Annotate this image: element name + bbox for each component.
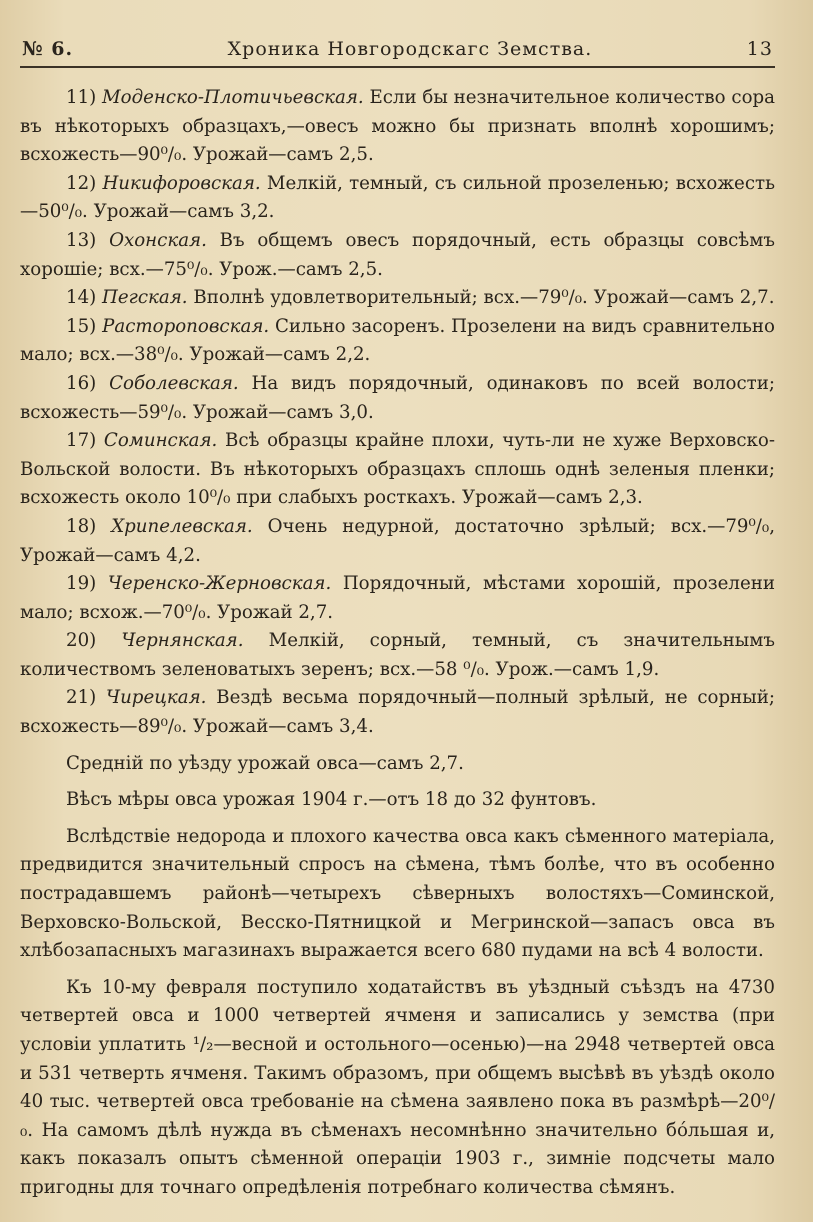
petitions-paragraph: Къ 10-му февраля поступило ходатайствъ въ уѣздный съѣздъ на 4730 четвертей овса и 1000 четвертей ячменя и записались у земства (при условіи уплатить ¹/₂—весной и остольного—осенью)—на 2948 четвертей овса и 531 четверть ячменя. Такимъ образомъ, при общемъ высѣвѣ въ уѣздѣ около 40 тыс. четвертей овса требованіе на сѣмена заявлено пока въ размѣрѣ—20⁰/₀. На самомъ дѣлѣ нужда въ сѣменахъ несомнѣнно значительно бо́льшая и, какъ показалъ опытъ сѣменной операціи 1903 г., зимніе подсчеты мало пригодны для точнаго опредѣленія потребнаго количества сѣмянъ. [20,976,775,1198]
list-item: 14) Пегская. Вполнѣ удовлетворительный; всх.—79⁰/₀. Урожай—самъ 2,7. [66,287,775,309]
list-item: 20) Чернянская. Мелкій, сорный, темный, съ значительнымъ количествомъ зеленоватыхъ зеренъ; всх.—58 ⁰/₀. Урож.—самъ 1,9. [20,630,775,680]
page-body [20,84,775,1203]
journal-title: Хроника Новгородскагс Земства. [227,38,593,60]
issue-number: № 6. [22,38,74,60]
seed-demand-paragraph: Вслѣдствіе недорода и плохого качества овса какъ сѣменного матеріала, предвидится значительный спросъ на сѣмена, тѣмъ болѣе, что въ особенно пострадавшемъ районѣ—четырехъ сѣверныхъ волостяхъ—Соминской, Верховско-Вольской, Весско-Пятницкой и Мегринской—запасъ овса въ хлѣбозапасныхъ магазинахъ выражается всего 680 пудами на всѣ 4 волости. [20,825,775,962]
list-item: 21) Чирецкая. Вездѣ весьма порядочный—полный зрѣлый, не сорный; всхожесть—89⁰/₀. Урожай—самъ 3,4. [20,687,775,738]
page-number: 13 [746,38,773,60]
average-yield-paragraph: Среднiй по уѣзду урожай овса—самъ 2,7. [66,752,464,774]
list-item: 16) Соболевская. На видъ порядочный, одинаковъ по всей волости; всхожесть—59⁰/₀. Урожай—самъ 3,0. [20,372,775,423]
list-item: 13) Охонская. Въ общемъ овесъ порядочный, есть образцы совсѣмъ хорошіе; всх.—75⁰/₀. Урож.—самъ 2,5. [20,229,775,280]
list-item: 11) Моденско-Плотичьевская. Если бы незначительное количество сора въ нѣкоторыхъ образцахъ,—овесъ можно бы признать вполнѣ хорошимъ; всхожесть—90⁰/₀. Урожай—самъ 2,5. [20,87,776,166]
list-item: 17) Соминская. Всѣ образцы крайне плохи, чуть-ли не хуже Верховско-Вольской волости. Въ нѣкоторыхъ образцахъ сплошь однѣ зеленыя пленки; всхожесть около 10⁰/₀ при слабыхъ росткахъ. Урожай—самъ 2,3. [20,430,775,509]
list-item: 15) Растороповская. Сильно засоренъ. Прозелени на видъ сравнительно мало; всх.—38⁰/₀. Урожай—самъ 2,2. [20,315,775,366]
list-item: 12) Никифоровская. Мелкій, темный, съ сильной прозеленью; всхожесть—50⁰/₀. Урожай—самъ 3,2. [20,172,775,223]
page-header [20,38,775,68]
oat-weight-paragraph: Вѣсъ мѣры овса урожая 1904 г.—отъ 18 до 32 фунтовъ. [66,789,597,811]
list-item: 19) Черенско-Жерновская. Порядочный, мѣстами хорошій, прозелени мало; всхож.—70⁰/₀. Урожай 2,7. [20,573,775,623]
list-item: 18) Хрипелевская. Очень недурной, достаточно зрѣлый; всх.—79⁰/₀, Урожай—самъ 4,2. [20,515,775,566]
